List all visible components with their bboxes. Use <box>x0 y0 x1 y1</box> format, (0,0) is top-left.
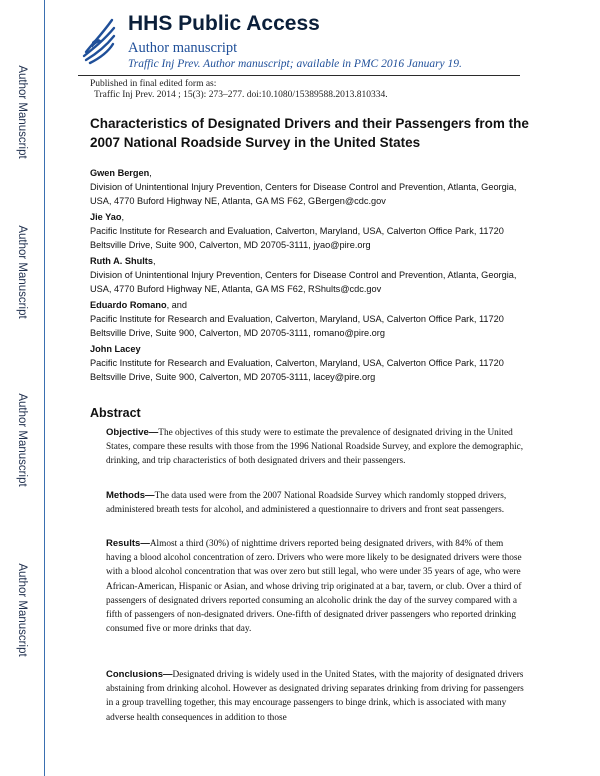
section-label: Methods— <box>106 490 155 501</box>
availability-note-text: Traffic Inj Prev. Author manuscript; available in PMC 2016 January 19. <box>128 58 462 70</box>
hhs-eagle-logo-icon <box>78 12 118 66</box>
author-affiliation: Pacific Institute for Research and Evaluation, Calverton, Maryland, USA, Calverton Office Park, 11720 Beltsville Drive, Suite 900, Calverton, MD 20705-3111, romano@pire.org <box>90 314 504 338</box>
author-name: Eduardo Romano <box>90 300 167 310</box>
abstract-heading: Abstract <box>90 406 141 420</box>
section-label: Objective— <box>106 427 159 438</box>
section-text: Almost a third (30%) of nighttime drivers reported being designated drivers, with 84% of them having a blood alcohol concentration of zero. Drivers who were more likely to be designated drivers were those with a blood alcohol concentration that was over zero but still legal, who were under 35 years of age, who were African-American, Hispanic or Asian, and whose driving trip originated at a bar, tavern, or club. Over a third of passengers of designated drivers reported consuming an alcoholic drink the day of the survey compared with a fifth of passengers of non-designated drivers. One-fifth of designated driver passengers who reported drinking consumed five or more drinks that day. <box>106 539 522 635</box>
publication-label: Published in final edited form as: <box>90 79 217 89</box>
author-affiliation: Division of Unintentional Injury Prevention, Centers for Disease Control and Prevention, Atlanta, Georgia, USA, 4770 Buford Highway NE, Atlanta, GA MS F62, GBergen@cdc.gov <box>90 182 517 206</box>
availability-note <box>128 58 462 70</box>
author-suffix: , <box>149 168 152 178</box>
section-text: Designated driving is widely used in the United States, with the majority of designated drivers abstaining from drinking alcohol. However as designated driving separates drinking from driving for passengers in a group travelling together, this may encourage passengers to binge drink, which is associated with many adverse health consequences in addition to those <box>106 670 524 723</box>
section-label: Conclusions— <box>106 669 173 680</box>
author-name: Jie Yao <box>90 212 122 222</box>
author-name: Gwen Bergen <box>90 168 150 178</box>
author-block <box>90 166 530 208</box>
header-rule <box>78 75 520 76</box>
author-affiliation: Pacific Institute for Research and Evaluation, Calverton, Maryland, USA, Calverton Office Park, 11720 Beltsville Drive, Suite 900, Calverton, MD 20705-3111, lacey@pire.org <box>90 358 504 382</box>
author-block <box>90 254 530 296</box>
section-label: Results— <box>106 538 150 549</box>
abstract-conclusions <box>106 668 526 725</box>
author-name: Ruth A. Shults <box>90 256 153 266</box>
abstract-objective <box>106 426 526 469</box>
header-title: HHS Public Access <box>128 12 320 35</box>
sidebar-divider <box>44 0 45 776</box>
author-name: John Lacey <box>90 344 141 354</box>
author-affiliation: Pacific Institute for Research and Evaluation, Calverton, Maryland, USA, Calverton Office Park, 11720 Beltsville Drive, Suite 900, Calverton, MD 20705-3111, jyao@pire.org <box>90 226 504 250</box>
author-block <box>90 210 530 252</box>
article-title: Characteristics of Designated Drivers and their Passengers from the 2007 National Roadside Survey in the United States <box>90 116 529 150</box>
author-manuscript-sidebar: Author Manuscript Author Manuscript Author Manuscript Author Manuscript <box>16 65 28 657</box>
author-block <box>90 298 530 340</box>
publication-info <box>90 79 388 101</box>
author-suffix: , <box>152 256 156 266</box>
author-affiliation: Division of Unintentional Injury Prevention, Centers for Disease Control and Prevention, Atlanta, Georgia, USA, 4770 Buford Highway NE, Atlanta, GA MS F62, RShults@cdc.gov <box>90 270 517 294</box>
section-text: The data used were from the 2007 National Roadside Survey which randomly stopped drivers, administered breath tests for alcohol, and administered a questionnaire to drivers and front seat passengers. <box>106 491 507 516</box>
author-suffix: , <box>121 212 125 222</box>
header-subtitle: Author manuscript <box>128 40 238 56</box>
section-text: The objectives of this study were to estimate the prevalence of designated driving in the United States, compare these results with those from the 1996 National Roadside Survey, and explore the demographic, drinking, and trip characteristics of both designated drivers and their passengers. <box>106 428 524 467</box>
author-block <box>90 342 530 384</box>
author-suffix: , and <box>166 300 188 310</box>
abstract-methods <box>106 489 526 517</box>
abstract-results <box>106 537 526 636</box>
publication-citation: Traffic Inj Prev. 2014 ; 15(3): 273–277. doi:10.1080/15389588.2013.810334. <box>94 90 388 100</box>
